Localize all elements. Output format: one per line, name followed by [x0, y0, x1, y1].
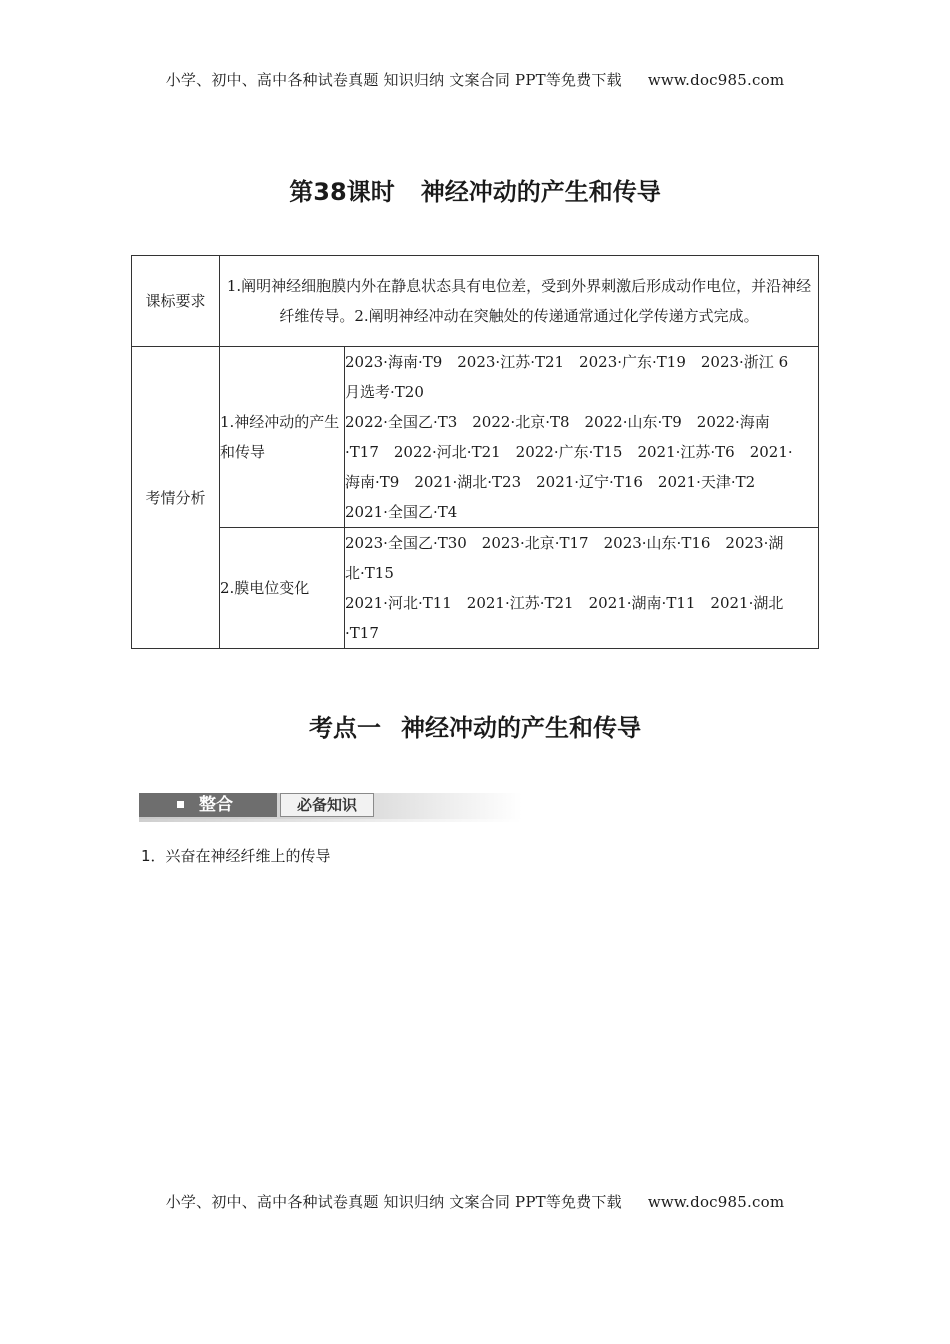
analysis-label: 考情分析 [132, 347, 220, 649]
page-title [0, 172, 950, 207]
ref-line: 月选考·T20 [345, 383, 424, 401]
banner-light-label: 必备知识 [280, 793, 374, 817]
page-header [0, 69, 950, 90]
ref-line: 北·T15 [345, 564, 394, 582]
table-row-requirements [132, 256, 819, 347]
page-footer [0, 1191, 950, 1212]
topic-1-refs [345, 347, 819, 528]
title-lesson: 第38课时 [289, 178, 395, 206]
section-num: 考点一 [309, 714, 381, 742]
banner-underline [139, 819, 522, 822]
header-text: 小学、初中、高中各种试卷真题 知识归纳 文案合同 PPT等免费下载 [165, 71, 622, 89]
ref-line: 2021·河北·T11 2021·江苏·T21 2021·湖南·T11 2021·湖北 [345, 594, 784, 612]
knowledge-banner [139, 793, 522, 822]
list-item-1: 1．兴奋在神经纤维上的传导 [141, 847, 331, 865]
requirements-label: 课标要求 [132, 256, 220, 347]
ref-line: ·T17 2022·河北·T21 2022·广东·T15 2021·江苏·T6 2021· [345, 443, 793, 461]
requirements-content: 1.阐明神经细胞膜内外在静息状态具有电位差，受到外界刺激后形成动作电位，并沿神经纤维传导。2.阐明神经冲动在突触处的传递通常通过化学传递方式完成。 [220, 256, 819, 347]
ref-line: 2021·全国乙·T4 [345, 503, 458, 521]
section-topic: 神经冲动的产生和传导 [401, 714, 641, 742]
title-topic: 神经冲动的产生和传导 [420, 178, 661, 206]
footer-site: www.doc985.com [647, 1193, 785, 1211]
footer-text: 小学、初中、高中各种试卷真题 知识归纳 文案合同 PPT等免费下载 [165, 1193, 622, 1211]
ref-line: 2023·海南·T9 2023·江苏·T21 2023·广东·T19 2023·浙江 6 [345, 353, 789, 371]
topic-1-name: 1.神经冲动的产生和传导 [220, 347, 345, 528]
header-site: www.doc985.com [647, 71, 785, 89]
banner-dark-tab [139, 793, 277, 817]
square-bullet-icon [177, 801, 184, 808]
ref-line: ·T17 [345, 624, 379, 642]
table-row-analysis-2 [132, 528, 819, 649]
table-row-analysis-1 [132, 347, 819, 528]
ref-line: 2022·全国乙·T3 2022·北京·T8 2022·山东·T9 2022·海南 [345, 413, 770, 431]
topic-2-refs [345, 528, 819, 649]
ref-line: 海南·T9 2021·湖北·T23 2021·辽宁·T16 2021·天津·T2 [345, 473, 756, 491]
banner-dark-label: 整合 [199, 795, 233, 815]
info-table [131, 255, 819, 649]
topic-2-name: 2.膜电位变化 [220, 528, 345, 649]
section-heading [0, 708, 950, 743]
ref-line: 2023·全国乙·T30 2023·北京·T17 2023·山东·T16 2023·湖 [345, 534, 784, 552]
